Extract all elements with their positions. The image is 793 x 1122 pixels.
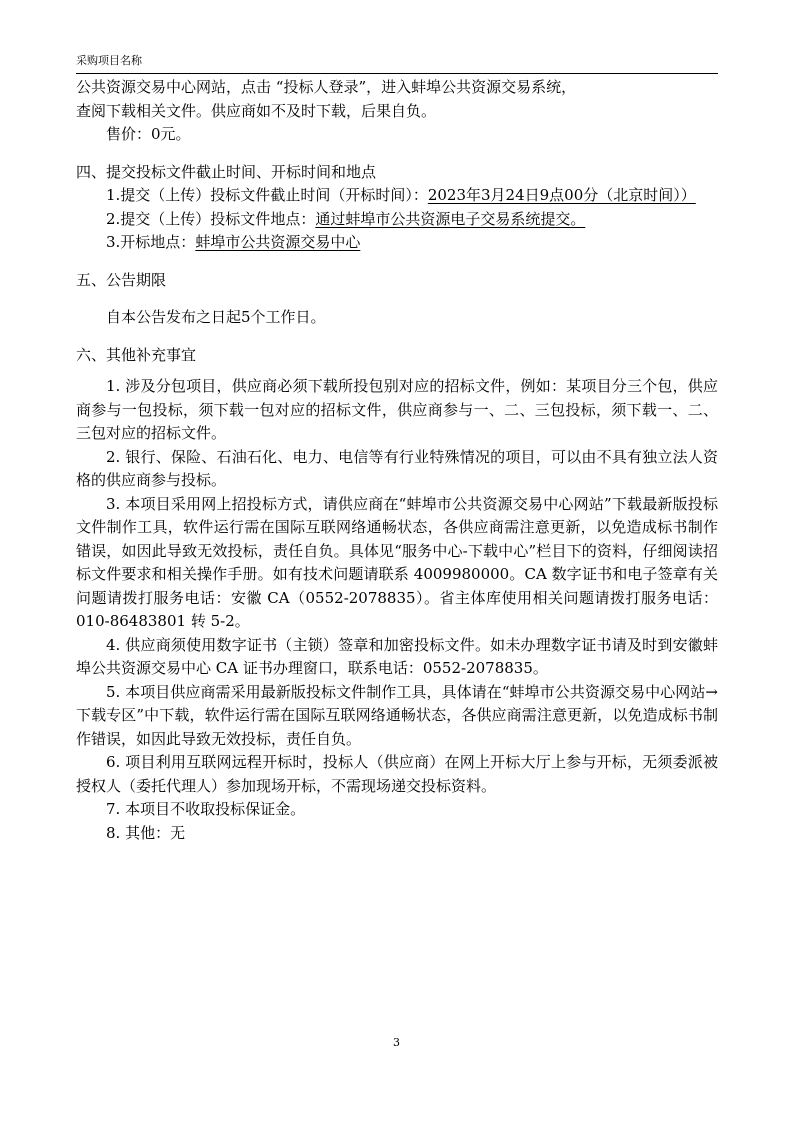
supplement-item-7: 7. 本项目不收取投标保证金。 [106, 800, 306, 818]
notice-period-text: 自本公告发布之日起5个工作日。 [106, 308, 326, 326]
supplement-item-8: 8. 其他：无 [106, 823, 186, 842]
section-5-title: 五、公告期限 [76, 270, 167, 289]
supplement-item-3: 3. 本项目采用网上招投标方式，请供应商在“蚌埠市公共资源交易中心网站”下载最新版投标文件制作工具，软件运行需在国际互联网络通畅状态，各供应商需注意更新，以免造成标书制作错误，如因此导致无效投标，责任自负。具体见“服务中心-下载中心”栏目下的资料，仔细阅读招标文件要求和相关操作手册。如有技术问题请联系 4009980000。CA 数字证书和电子签章有关问题请拨打服务电话：安徽 CA（0552-2078835）。省主体库使用相关问题请拨打服务电话：010-86483801 转 5-2。 [76, 494, 718, 630]
page-number: 3 [393, 1036, 400, 1049]
opening-location-item [76, 231, 718, 255]
opening-location-value: 蚌埠市公共资源交易中心 [195, 233, 361, 251]
header-divider [76, 73, 718, 74]
supplement-item-6: 6. 项目利用互联网远程开标时，投标人（供应商）在网上开标大厅上参与开标，无须委派被授权人（委托代理人）参加现场开标，不需现场递交投标资料。 [76, 753, 718, 795]
supplement-item-4: 4. 供应商须使用数字证书（主锁）签章和加密投标文件。如未办理数字证书请及时到安徽蚌埠公共资源交易中心 CA 证书办理窗口，联系电话：0552-2078835。 [76, 635, 718, 677]
deadline-label: 1.提交（上传）投标文件截止时间（开标时间）： [106, 186, 428, 204]
intro-line-2: 查阅下载相关文件。供应商如不及时下载，后果自负。 [76, 101, 437, 120]
supplement-item-1: 1. 涉及分包项目，供应商必须下载所投包别对应的招标文件，例如：某项目分三个包，供应商参与一包投标，须下载一包对应的招标文件，供应商参与一、二、三包投标，须下载一、二、三包对应的招标文件。 [76, 377, 718, 442]
submission-location-value: 通过蚌埠市公共资源电子交易系统提交。 [315, 209, 586, 228]
supplement-item-5: 5. 本项目供应商需采用最新版投标文件制作工具，具体请在“蚌埠市公共资源交易中心网站→下载专区”中下载，软件运行需在国际互联网络通畅状态，各供应商需注意更新，以免造成标书制作错误，如因此导致无效投标，责任自负。 [76, 682, 718, 748]
supplement-item-2: 2. 银行、保险、石油石化、电力、电信等有行业特殊情况的项目，可以由不具有独立法人资格的供应商参与投标。 [76, 447, 718, 489]
section-6-title: 六、其他补充事宜 [76, 345, 197, 364]
deadline-value: 2023年3月24日9点00分（北京时间）） [427, 186, 696, 204]
deadline-item [76, 184, 718, 208]
submission-location-item [76, 208, 718, 232]
opening-location-label: 3.开标地点： [106, 233, 196, 251]
header-project-name: 采购项目名称 [76, 54, 142, 67]
document-body [76, 76, 718, 845]
section-4-title: 四、提交投标文件截止时间、开标时间和地点 [76, 162, 377, 181]
price-line: 售价：0元。 [106, 125, 191, 143]
intro-line-1: 公共资源交易中心网站，点击 “投标人登录”，进入蚌埠公共资源交易系统， [76, 78, 577, 96]
submission-location-label: 2.提交（上传）投标文件地点： [106, 209, 316, 228]
